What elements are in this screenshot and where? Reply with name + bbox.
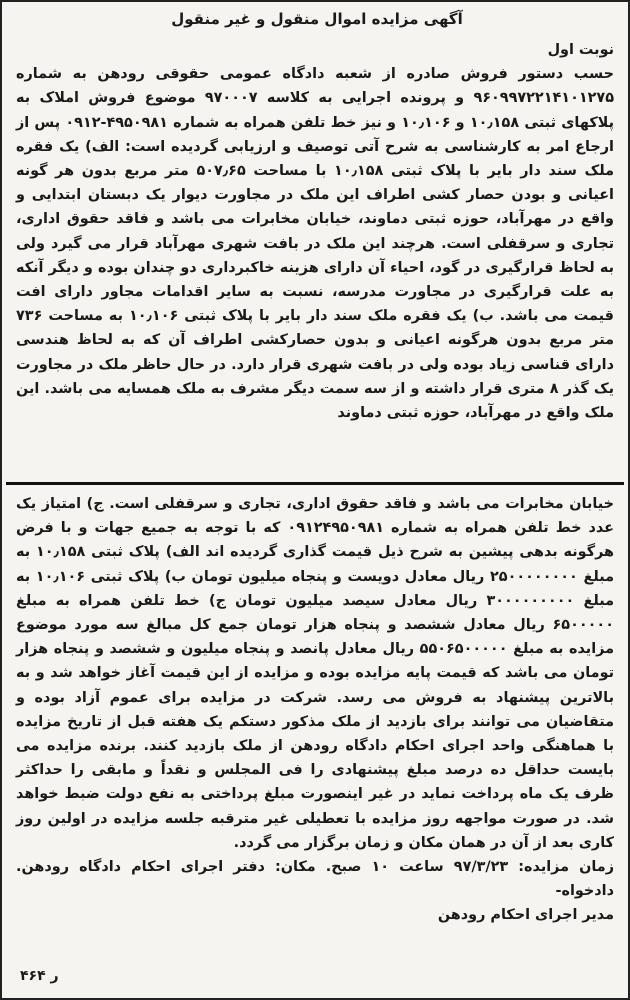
notice-title: آگهی مزایده اموال منقول و غیر منقول [171,10,463,28]
notice-top-block [16,38,614,425]
notice-time-place: زمان مزایده: ۹۷/۳/۲۳ ساعت ۱۰ صبح. مکان: دفتر اجرای احکام دادگاه رودهن. دادخواه- [16,859,614,900]
notice-round: نوبت اول [547,42,614,58]
notice-bottom-block [16,492,614,928]
notice-signature: مدیر اجرای احکام رودهن [437,907,614,924]
page-code: ر ۴۶۴ [20,968,59,984]
notice-bottom-paragraph: خیابان مخابرات می باشد و فاقد حقوق اداری، تجاری و سرقفلی است. ج) امتیاز یک عدد خط تلفن همراه به شماره ۰۹۱۲۴۹۵۰۹۸۱ که با توجه به جمیع جهات و با فرض هرگونه بدهی پیشین به شرح ذیل قیمت گذاری گردیده اند الف) پلاک ثبتی ۱۰٫۱۵۸ به مبلغ ۲۵۰۰۰۰۰۰۰۰ ریال معادل دویست و پنجاه میلیون تومان ب) پلاک ثبتی ۱۰٫۱۰۶ به مبلغ ۳۰۰۰۰۰۰۰۰۰ ریال معادل سیصد میلیون تومان ج) خط تلفن همراه به مبلغ ۶۵۰۰۰۰۰ ریال معادل ششصد و پنجاه هزار تومان جمع کل مبالغ سه مورد موضوع مزایده به مبلغ ۵۵۰۶۵۰۰۰۰۰ ریال معادل پانصد و پنجاه میلیون و ششصد و پنجاه هزار تومان می باشد که قیمت پایه مزایده بوده و مزایده از این قیمت آغاز خواهد شد و به بالاترین پیشنهاد به فروش می رسد. شرکت در مزایده برای عموم آزاد بوده و متقاضیان می توانند برای بازدید از ملک مذکور دستکم یک هفته قبل از تاریخ مزایده با هماهنگی واحد اجرای احکام دادگاه رودهن از ملک بازدید کنند. برنده مزایده می بایست حداقل ده درصد مبلغ پیشنهادی را فی المجلس و نقداً و مابقی را حداکثر ظرف یک ماه پرداخت نماید در غیر اینصورت مبلغ پرداختی به نفع دولت ضبط خواهد شد. در صورت مواجهه روز مزایده با تعطیلی غیر مترقبه جلسه مزایده در اولین روز کاری بعد از آن در همان مکان و زمان برگزار می گردد. [16,496,615,851]
section-divider [6,482,624,485]
notice-top-paragraph: حسب دستور فروش صادره از شعبه دادگاه عمومی حقوقی رودهن به شماره ۹۶۰۹۹۷۲۲۱۴۱۰۱۲۷۵ و پرونده اجرایی به کلاسه ۹۷۰۰۰۷ موضوع فروش املاک به پلاکهای ثبتی ۱۰٫۱۵۸ و ۱۰٫۱۰۶ و نیز خط تلفن همراه به شماره ۴۹۵۰۹۸۱-۰۹۱۲ پس از ارجاع امر به کارشناسی به شرح آتی توصیف و ارزیابی گردیده است: الف) یک فقره ملک سند دار بایر با پلاک ثبتی ۱۰٫۱۵۸ با مساحت ۵۰۷٫۶۵ متر مربع بدون هر گونه اعیانی و بودن حصار کشی اطراف این ملک در مجاورت دیوار یک دبستان ابتدایی و واقع در مهرآباد، حوزه ثبتی دماوند، خیابان مخابرات می باشد و فاقد حقوق اداری، تجاری و سرقفلی است. هرچند این ملک در بافت شهری مهرآباد قرار می گیرد ولی به لحاظ قرارگیری در گود، احیاء آن دارای هزینه خاکبرداری دو چندان بوده و دیگر آنکه به علت قرارگیری در مجاورت مدرسه، نسبت به سایر اقدامات مجاور دارای افت قیمت می باشد. ب) یک فقره ملک سند دار بایر با پلاک ثبتی ۱۰٫۱۰۶ به مساحت ۷۳۶ متر مربع بدون هرگونه اعیانی و بدون حصارکشی اطراف آن که به لحاظ هندسی دارای قناسی زیاد بوده ولی در بافت شهری قرار دارد. در حال حاظر ملک در مجاورت یک گذر ۸ متری قرار داشته و از سه سمت دیگر مشرف به ملک همسایه می باشد. این ملک واقع در مهرآباد، حوزه ثبتی دماوند [16,66,615,422]
